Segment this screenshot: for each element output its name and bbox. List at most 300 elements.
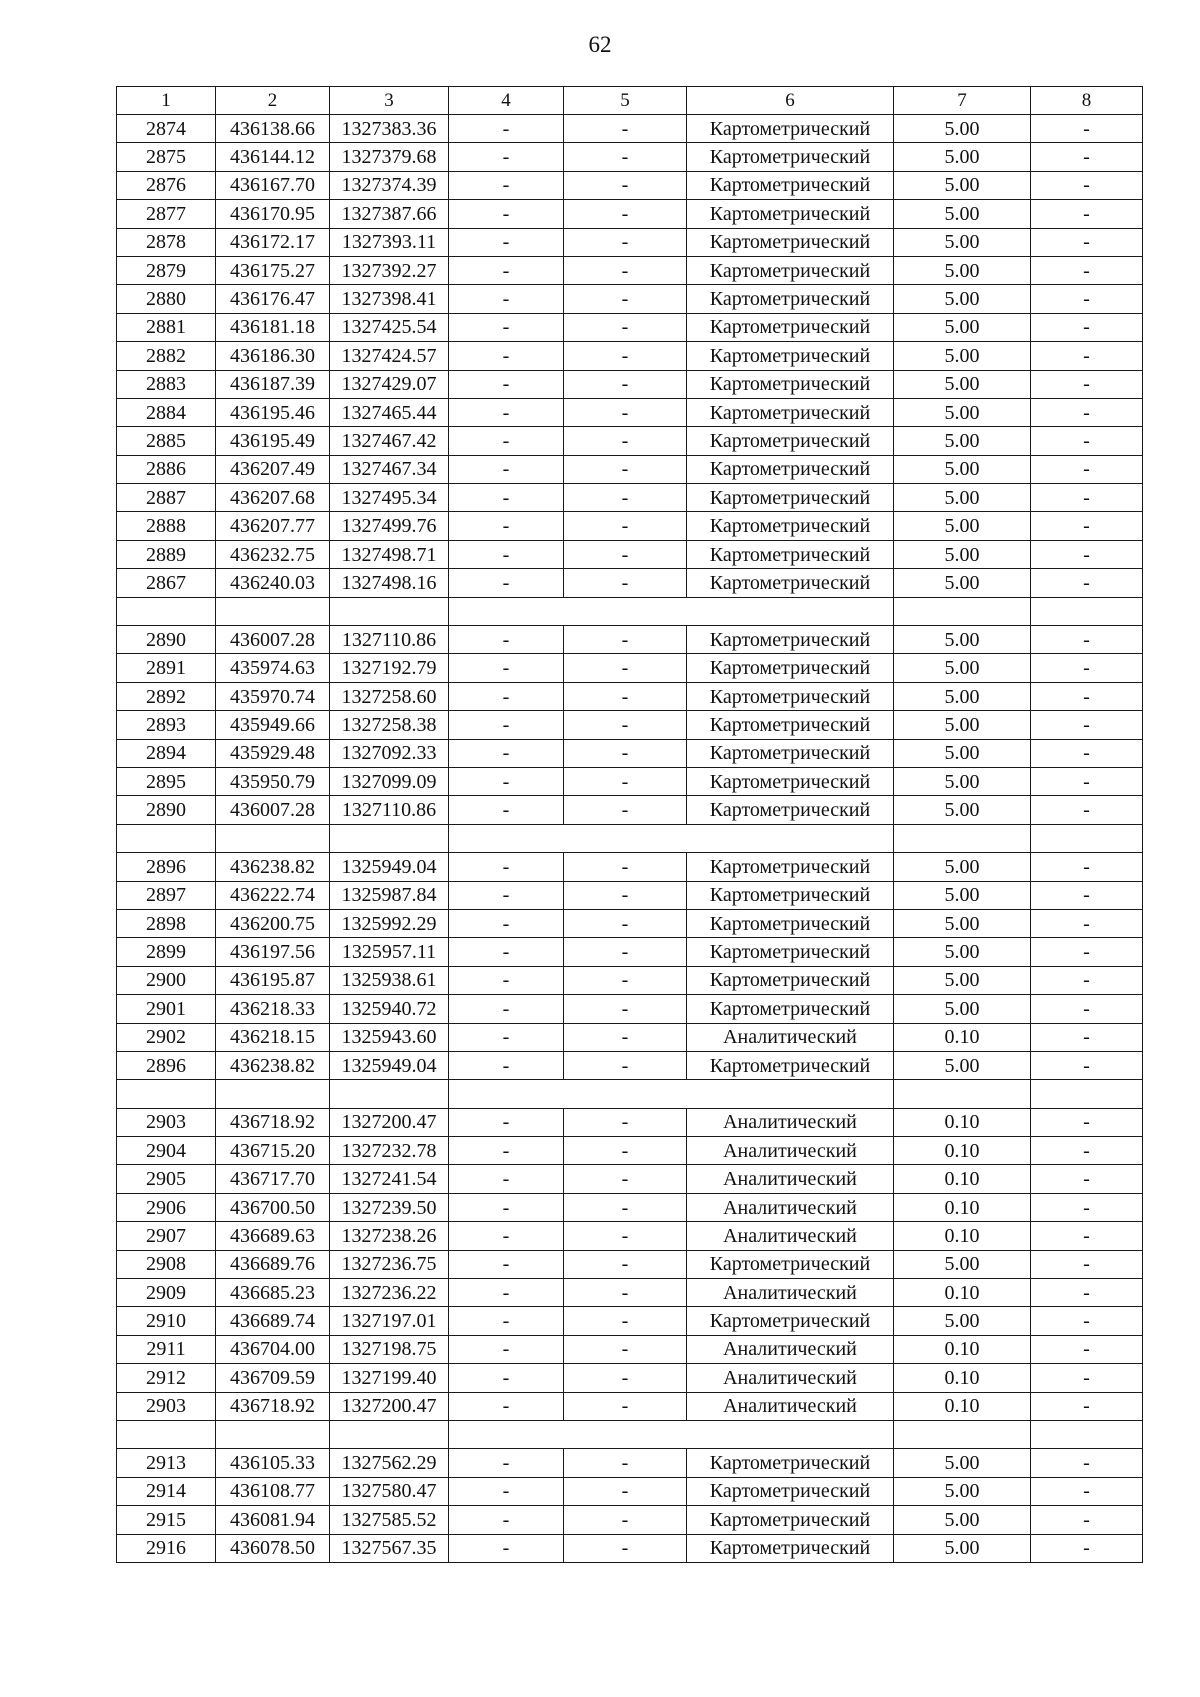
x-coordinate-cell: 436176.47 <box>216 285 330 313</box>
table-row <box>117 767 1143 795</box>
table-row <box>117 711 1143 739</box>
point-number-cell: 2898 <box>117 909 216 937</box>
x-coordinate-cell: 436689.74 <box>216 1307 330 1335</box>
column-8-cell: - <box>1031 540 1143 568</box>
y-coordinate-cell: 1327110.86 <box>330 626 449 654</box>
empty-cell <box>1031 597 1143 625</box>
column-8-cell: - <box>1031 313 1143 341</box>
point-number-cell: 2884 <box>117 398 216 426</box>
column-5-cell: - <box>564 427 687 455</box>
x-coordinate-cell: 436167.70 <box>216 171 330 199</box>
column-8-cell: - <box>1031 1364 1143 1392</box>
x-coordinate-cell: 436186.30 <box>216 342 330 370</box>
table-row <box>117 569 1143 597</box>
table-row <box>117 342 1143 370</box>
column-4-cell: - <box>449 342 564 370</box>
accuracy-cell: 5.00 <box>894 171 1031 199</box>
point-number-cell: 2892 <box>117 682 216 710</box>
y-coordinate-cell: 1325949.04 <box>330 1051 449 1079</box>
y-coordinate-cell: 1327499.76 <box>330 512 449 540</box>
point-number-cell: 2903 <box>117 1392 216 1420</box>
point-number-cell: 2888 <box>117 512 216 540</box>
accuracy-cell: 0.10 <box>894 1165 1031 1193</box>
table-row <box>117 115 1143 143</box>
point-number-cell: 2911 <box>117 1335 216 1363</box>
column-8-cell: - <box>1031 398 1143 426</box>
y-coordinate-cell: 1327241.54 <box>330 1165 449 1193</box>
accuracy-cell: 5.00 <box>894 711 1031 739</box>
y-coordinate-cell: 1325938.61 <box>330 966 449 994</box>
column-8-cell: - <box>1031 1392 1143 1420</box>
x-coordinate-cell: 436715.20 <box>216 1137 330 1165</box>
column-4-cell: - <box>449 1108 564 1136</box>
column-8-cell: - <box>1031 767 1143 795</box>
column-4-cell: - <box>449 1051 564 1079</box>
table-row <box>117 1279 1143 1307</box>
column-4-cell: - <box>449 285 564 313</box>
method-cell: Картометрический <box>687 1534 894 1562</box>
column-8-cell: - <box>1031 1449 1143 1477</box>
column-5-cell: - <box>564 342 687 370</box>
method-cell: Картометрический <box>687 767 894 795</box>
column-4-cell: - <box>449 1250 564 1278</box>
column-5-cell: - <box>564 1051 687 1079</box>
column-4-cell: - <box>449 1165 564 1193</box>
column-4-cell: - <box>449 1534 564 1562</box>
point-number-cell: 2876 <box>117 171 216 199</box>
column-5-cell: - <box>564 569 687 597</box>
table-row <box>117 626 1143 654</box>
method-cell: Картометрический <box>687 342 894 370</box>
x-coordinate-cell: 436232.75 <box>216 540 330 568</box>
method-cell: Картометрический <box>687 938 894 966</box>
column-8-cell: - <box>1031 1137 1143 1165</box>
table-row <box>117 853 1143 881</box>
table-separator-row <box>117 1080 1143 1108</box>
column-header-7: 7 <box>894 87 1031 115</box>
x-coordinate-cell: 436181.18 <box>216 313 330 341</box>
x-coordinate-cell: 436195.46 <box>216 398 330 426</box>
accuracy-cell: 5.00 <box>894 512 1031 540</box>
accuracy-cell: 5.00 <box>894 739 1031 767</box>
table-row <box>117 427 1143 455</box>
table-row <box>117 1506 1143 1534</box>
column-5-cell: - <box>564 540 687 568</box>
y-coordinate-cell: 1327383.36 <box>330 115 449 143</box>
point-number-cell: 2891 <box>117 654 216 682</box>
method-cell: Аналитический <box>687 1335 894 1363</box>
accuracy-cell: 5.00 <box>894 342 1031 370</box>
column-header-5: 5 <box>564 87 687 115</box>
accuracy-cell: 5.00 <box>894 115 1031 143</box>
table-row <box>117 654 1143 682</box>
empty-cell <box>449 824 564 852</box>
column-5-cell: - <box>564 313 687 341</box>
point-number-cell: 2874 <box>117 115 216 143</box>
table-row <box>117 739 1143 767</box>
x-coordinate-cell: 436187.39 <box>216 370 330 398</box>
column-8-cell: - <box>1031 1108 1143 1136</box>
column-8-cell: - <box>1031 427 1143 455</box>
empty-cell <box>894 1080 1031 1108</box>
point-number-cell: 2895 <box>117 767 216 795</box>
table-row <box>117 995 1143 1023</box>
y-coordinate-cell: 1327092.33 <box>330 739 449 767</box>
column-5-cell: - <box>564 370 687 398</box>
x-coordinate-cell: 436238.82 <box>216 1051 330 1079</box>
table-row <box>117 200 1143 228</box>
y-coordinate-cell: 1327387.66 <box>330 200 449 228</box>
column-8-cell: - <box>1031 455 1143 483</box>
column-4-cell: - <box>449 1506 564 1534</box>
point-number-cell: 2887 <box>117 484 216 512</box>
column-5-cell: - <box>564 1165 687 1193</box>
x-coordinate-cell: 436007.28 <box>216 796 330 824</box>
x-coordinate-cell: 436709.59 <box>216 1364 330 1392</box>
column-5-cell: - <box>564 1364 687 1392</box>
y-coordinate-cell: 1327232.78 <box>330 1137 449 1165</box>
table-row <box>117 455 1143 483</box>
column-5-cell: - <box>564 1477 687 1505</box>
column-8-cell: - <box>1031 171 1143 199</box>
column-4-cell: - <box>449 455 564 483</box>
x-coordinate-cell: 435970.74 <box>216 682 330 710</box>
column-4-cell: - <box>449 1392 564 1420</box>
x-coordinate-cell: 436685.23 <box>216 1279 330 1307</box>
point-number-cell: 2885 <box>117 427 216 455</box>
x-coordinate-cell: 436240.03 <box>216 569 330 597</box>
accuracy-cell: 5.00 <box>894 143 1031 171</box>
y-coordinate-cell: 1327424.57 <box>330 342 449 370</box>
column-8-cell: - <box>1031 228 1143 256</box>
column-8-cell: - <box>1031 1534 1143 1562</box>
method-cell: Картометрический <box>687 1506 894 1534</box>
column-header-3: 3 <box>330 87 449 115</box>
empty-cell <box>687 824 894 852</box>
column-8-cell: - <box>1031 115 1143 143</box>
y-coordinate-cell: 1327498.16 <box>330 569 449 597</box>
accuracy-cell: 0.10 <box>894 1137 1031 1165</box>
column-5-cell: - <box>564 938 687 966</box>
column-4-cell: - <box>449 853 564 881</box>
table-row <box>117 512 1143 540</box>
y-coordinate-cell: 1325943.60 <box>330 1023 449 1051</box>
y-coordinate-cell: 1327495.34 <box>330 484 449 512</box>
method-cell: Аналитический <box>687 1364 894 1392</box>
column-5-cell: - <box>564 455 687 483</box>
method-cell: Картометрический <box>687 455 894 483</box>
y-coordinate-cell: 1325949.04 <box>330 853 449 881</box>
method-cell: Картометрический <box>687 711 894 739</box>
column-5-cell: - <box>564 682 687 710</box>
coordinates-table <box>116 86 1143 1563</box>
point-number-cell: 2902 <box>117 1023 216 1051</box>
method-cell: Картометрический <box>687 1250 894 1278</box>
column-4-cell: - <box>449 370 564 398</box>
x-coordinate-cell: 436207.77 <box>216 512 330 540</box>
accuracy-cell: 5.00 <box>894 654 1031 682</box>
column-4-cell: - <box>449 398 564 426</box>
column-8-cell: - <box>1031 1279 1143 1307</box>
x-coordinate-cell: 435929.48 <box>216 739 330 767</box>
table-row <box>117 398 1143 426</box>
column-5-cell: - <box>564 285 687 313</box>
y-coordinate-cell: 1327192.79 <box>330 654 449 682</box>
y-coordinate-cell: 1327465.44 <box>330 398 449 426</box>
empty-cell <box>216 597 330 625</box>
column-4-cell: - <box>449 966 564 994</box>
column-4-cell: - <box>449 909 564 937</box>
accuracy-cell: 5.00 <box>894 540 1031 568</box>
point-number-cell: 2897 <box>117 881 216 909</box>
table-row <box>117 1108 1143 1136</box>
accuracy-cell: 5.00 <box>894 853 1031 881</box>
point-number-cell: 2916 <box>117 1534 216 1562</box>
point-number-cell: 2881 <box>117 313 216 341</box>
accuracy-cell: 5.00 <box>894 1477 1031 1505</box>
point-number-cell: 2909 <box>117 1279 216 1307</box>
x-coordinate-cell: 436007.28 <box>216 626 330 654</box>
column-8-cell: - <box>1031 1477 1143 1505</box>
empty-cell <box>117 597 216 625</box>
column-4-cell: - <box>449 171 564 199</box>
point-number-cell: 2878 <box>117 228 216 256</box>
column-header-1: 1 <box>117 87 216 115</box>
table-row <box>117 143 1143 171</box>
column-8-cell: - <box>1031 370 1143 398</box>
column-8-cell: - <box>1031 1193 1143 1221</box>
empty-cell <box>894 824 1031 852</box>
x-coordinate-cell: 436218.15 <box>216 1023 330 1051</box>
x-coordinate-cell: 436718.92 <box>216 1108 330 1136</box>
column-4-cell: - <box>449 1137 564 1165</box>
column-4-cell: - <box>449 427 564 455</box>
table-row <box>117 256 1143 284</box>
x-coordinate-cell: 436175.27 <box>216 256 330 284</box>
column-4-cell: - <box>449 200 564 228</box>
column-5-cell: - <box>564 711 687 739</box>
method-cell: Аналитический <box>687 1392 894 1420</box>
point-number-cell: 2905 <box>117 1165 216 1193</box>
column-4-cell: - <box>449 654 564 682</box>
table-row <box>117 1165 1143 1193</box>
y-coordinate-cell: 1327199.40 <box>330 1364 449 1392</box>
table-row <box>117 285 1143 313</box>
x-coordinate-cell: 436195.49 <box>216 427 330 455</box>
column-4-cell: - <box>449 1364 564 1392</box>
column-5-cell: - <box>564 654 687 682</box>
y-coordinate-cell: 1327425.54 <box>330 313 449 341</box>
point-number-cell: 2890 <box>117 796 216 824</box>
empty-cell <box>330 824 449 852</box>
table-row <box>117 1477 1143 1505</box>
method-cell: Аналитический <box>687 1023 894 1051</box>
accuracy-cell: 0.10 <box>894 1335 1031 1363</box>
column-4-cell: - <box>449 796 564 824</box>
method-cell: Картометрический <box>687 512 894 540</box>
table-row <box>117 938 1143 966</box>
column-8-cell: - <box>1031 1165 1143 1193</box>
column-5-cell: - <box>564 1108 687 1136</box>
column-header-4: 4 <box>449 87 564 115</box>
column-header-2: 2 <box>216 87 330 115</box>
y-coordinate-cell: 1327467.34 <box>330 455 449 483</box>
point-number-cell: 2883 <box>117 370 216 398</box>
column-4-cell: - <box>449 540 564 568</box>
column-8-cell: - <box>1031 853 1143 881</box>
column-5-cell: - <box>564 1449 687 1477</box>
y-coordinate-cell: 1327498.71 <box>330 540 449 568</box>
point-number-cell: 2879 <box>117 256 216 284</box>
y-coordinate-cell: 1327110.86 <box>330 796 449 824</box>
y-coordinate-cell: 1327258.38 <box>330 711 449 739</box>
method-cell: Картометрический <box>687 200 894 228</box>
column-8-cell: - <box>1031 626 1143 654</box>
method-cell: Аналитический <box>687 1193 894 1221</box>
method-cell: Картометрический <box>687 739 894 767</box>
method-cell: Картометрический <box>687 626 894 654</box>
table-separator-row <box>117 597 1143 625</box>
column-8-cell: - <box>1031 909 1143 937</box>
column-8-cell: - <box>1031 881 1143 909</box>
accuracy-cell: 5.00 <box>894 484 1031 512</box>
accuracy-cell: 5.00 <box>894 1250 1031 1278</box>
point-number-cell: 2890 <box>117 626 216 654</box>
accuracy-cell: 5.00 <box>894 313 1031 341</box>
accuracy-cell: 5.00 <box>894 285 1031 313</box>
method-cell: Картометрический <box>687 1051 894 1079</box>
empty-cell <box>216 1080 330 1108</box>
empty-cell <box>1031 824 1143 852</box>
column-5-cell: - <box>564 1193 687 1221</box>
column-4-cell: - <box>449 512 564 540</box>
table-row <box>117 796 1143 824</box>
y-coordinate-cell: 1325957.11 <box>330 938 449 966</box>
table-row <box>117 1222 1143 1250</box>
column-5-cell: - <box>564 143 687 171</box>
empty-cell <box>894 597 1031 625</box>
empty-cell <box>449 597 564 625</box>
x-coordinate-cell: 436144.12 <box>216 143 330 171</box>
y-coordinate-cell: 1327238.26 <box>330 1222 449 1250</box>
column-4-cell: - <box>449 626 564 654</box>
y-coordinate-cell: 1327585.52 <box>330 1506 449 1534</box>
column-8-cell: - <box>1031 995 1143 1023</box>
table-row <box>117 966 1143 994</box>
column-5-cell: - <box>564 171 687 199</box>
empty-cell <box>564 597 687 625</box>
y-coordinate-cell: 1327392.27 <box>330 256 449 284</box>
point-number-cell: 2914 <box>117 1477 216 1505</box>
page-number: 62 <box>588 32 612 57</box>
accuracy-cell: 5.00 <box>894 1534 1031 1562</box>
accuracy-cell: 5.00 <box>894 569 1031 597</box>
column-8-cell: - <box>1031 256 1143 284</box>
accuracy-cell: 5.00 <box>894 767 1031 795</box>
table-header-row <box>117 87 1143 115</box>
x-coordinate-cell: 436078.50 <box>216 1534 330 1562</box>
point-number-cell: 2907 <box>117 1222 216 1250</box>
column-5-cell: - <box>564 995 687 1023</box>
accuracy-cell: 0.10 <box>894 1279 1031 1307</box>
empty-cell <box>117 1420 216 1448</box>
table-row <box>117 1534 1143 1562</box>
x-coordinate-cell: 436704.00 <box>216 1335 330 1363</box>
table-row <box>117 1364 1143 1392</box>
column-8-cell: - <box>1031 654 1143 682</box>
point-number-cell: 2893 <box>117 711 216 739</box>
point-number-cell: 2889 <box>117 540 216 568</box>
column-4-cell: - <box>449 1222 564 1250</box>
method-cell: Картометрический <box>687 881 894 909</box>
point-number-cell: 2867 <box>117 569 216 597</box>
column-5-cell: - <box>564 398 687 426</box>
empty-cell <box>330 597 449 625</box>
point-number-cell: 2915 <box>117 1506 216 1534</box>
empty-cell <box>117 1080 216 1108</box>
method-cell: Картометрический <box>687 370 894 398</box>
y-coordinate-cell: 1327562.29 <box>330 1449 449 1477</box>
column-5-cell: - <box>564 1392 687 1420</box>
y-coordinate-cell: 1327239.50 <box>330 1193 449 1221</box>
column-4-cell: - <box>449 1449 564 1477</box>
point-number-cell: 2896 <box>117 853 216 881</box>
table-separator-row <box>117 1420 1143 1448</box>
empty-cell <box>1031 1420 1143 1448</box>
point-number-cell: 2912 <box>117 1364 216 1392</box>
column-4-cell: - <box>449 313 564 341</box>
empty-cell <box>449 1080 564 1108</box>
method-cell: Аналитический <box>687 1137 894 1165</box>
column-5-cell: - <box>564 1335 687 1363</box>
method-cell: Картометрический <box>687 966 894 994</box>
accuracy-cell: 5.00 <box>894 938 1031 966</box>
point-number-cell: 2913 <box>117 1449 216 1477</box>
table-body <box>117 87 1143 1563</box>
x-coordinate-cell: 436081.94 <box>216 1506 330 1534</box>
column-8-cell: - <box>1031 1222 1143 1250</box>
column-8-cell: - <box>1031 966 1143 994</box>
y-coordinate-cell: 1327236.22 <box>330 1279 449 1307</box>
y-coordinate-cell: 1327398.41 <box>330 285 449 313</box>
empty-cell <box>449 1420 564 1448</box>
y-coordinate-cell: 1327099.09 <box>330 767 449 795</box>
y-coordinate-cell: 1327567.35 <box>330 1534 449 1562</box>
empty-cell <box>564 1080 687 1108</box>
column-8-cell: - <box>1031 1307 1143 1335</box>
point-number-cell: 2900 <box>117 966 216 994</box>
x-coordinate-cell: 436108.77 <box>216 1477 330 1505</box>
table-row <box>117 682 1143 710</box>
table-row <box>117 540 1143 568</box>
column-5-cell: - <box>564 796 687 824</box>
column-5-cell: - <box>564 739 687 767</box>
column-8-cell: - <box>1031 1023 1143 1051</box>
point-number-cell: 2896 <box>117 1051 216 1079</box>
column-8-cell: - <box>1031 200 1143 228</box>
column-4-cell: - <box>449 1279 564 1307</box>
column-5-cell: - <box>564 256 687 284</box>
method-cell: Картометрический <box>687 995 894 1023</box>
method-cell: Картометрический <box>687 1449 894 1477</box>
y-coordinate-cell: 1327200.47 <box>330 1392 449 1420</box>
column-5-cell: - <box>564 767 687 795</box>
method-cell: Картометрический <box>687 285 894 313</box>
x-coordinate-cell: 436195.87 <box>216 966 330 994</box>
column-4-cell: - <box>449 143 564 171</box>
column-4-cell: - <box>449 1193 564 1221</box>
method-cell: Картометрический <box>687 540 894 568</box>
